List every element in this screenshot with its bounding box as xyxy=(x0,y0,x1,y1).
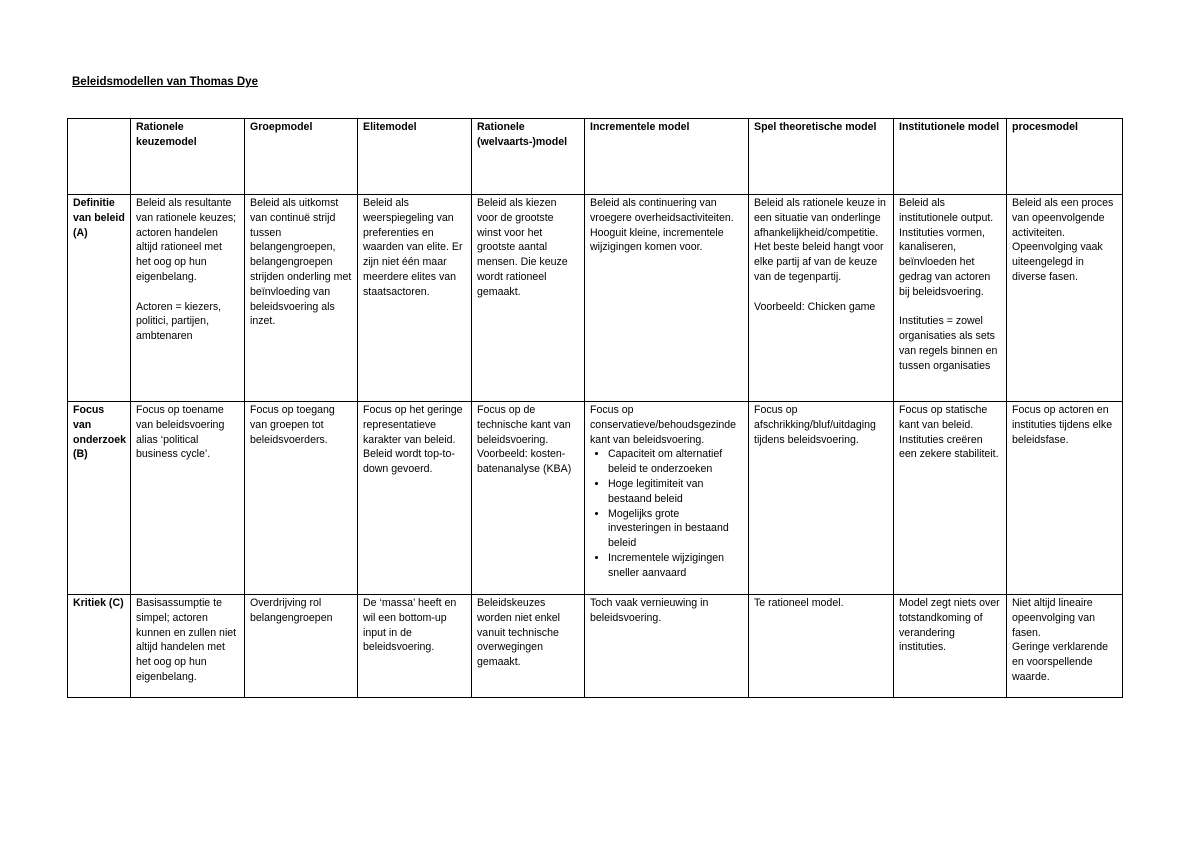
header-rationele-welvaartsmodel: Rationele (welvaarts-)model xyxy=(472,119,585,195)
cell-text: Te rationeel model. xyxy=(754,597,844,609)
cell-text: Beleid als continuering van vroegere overheidsactiviteiten. Hooguit kleine, incrementele wijzigingen komen voor. xyxy=(590,197,734,254)
list-item: • Mogelijks grote investeringen in bestaand beleid xyxy=(608,507,743,551)
cell-text: Beleid als resultante van rationele keuzes; actoren handelen altijd rationeel met het oog op hun eigenbelang. xyxy=(136,197,237,283)
cell-c-rationele xyxy=(131,595,245,698)
header-procesmodel: procesmodel xyxy=(1007,119,1123,195)
list-item: • Capaciteit om alternatief beleid te onderzoeken xyxy=(608,447,743,477)
cell-text: Focus op het geringe representatieve karakter van beleid. Beleid wordt top-to-down gevoerd. xyxy=(363,404,463,476)
cell-b-institutioneel xyxy=(894,402,1007,595)
cell-text: Beleid als kiezen voor de grootste winst voor het grootste aantal mensen. Die keuze wordt rationeel gemaakt. xyxy=(477,197,568,298)
cell-text: Actoren = kiezers, politici, partijen, ambtenaren xyxy=(136,300,222,343)
cell-text: Toch vaak vernieuwing in beleidsvoering. xyxy=(590,597,709,624)
header-groepmodel: Groepmodel xyxy=(245,119,358,195)
cell-text: Focus op actoren en instituties tijdens elke beleidsfase. xyxy=(1012,404,1113,446)
cell-c-proces xyxy=(1007,595,1123,698)
cell-text: Focus op afschrikking/bluf/uitdaging tijdens beleidsvoering. xyxy=(754,404,876,446)
row-label-kritiek: Kritiek (C) xyxy=(68,595,131,698)
policy-models-table xyxy=(67,118,1123,698)
header-incrementele-model: Incrementele model xyxy=(585,119,749,195)
header-rationele-keuzemodel: Rationele keuzemodel xyxy=(131,119,245,195)
cell-a-spel xyxy=(749,195,894,402)
cell-text: Voorbeeld: Chicken game xyxy=(754,300,876,313)
list-item: • Incrementele wijzigingen sneller aanvaard xyxy=(608,551,743,581)
cell-text: Beleidskeuzes worden niet enkel vanuit technische overwegingen gemaakt. xyxy=(477,597,561,669)
cell-b-proces xyxy=(1007,402,1123,595)
header-row xyxy=(68,119,1123,195)
cell-a-elite xyxy=(358,195,472,402)
list-item: • Hoge legitimiteit van bestaand beleid xyxy=(608,477,743,507)
cell-c-incrementeel xyxy=(585,595,749,698)
cell-a-incrementeel xyxy=(585,195,749,402)
cell-text: Instituties = zowel organisaties als sets van regels binnen en tussen organisaties xyxy=(899,315,998,372)
cell-a-institutioneel xyxy=(894,195,1007,402)
cell-text: Niet altijd lineaire opeenvolging van fasen. xyxy=(1012,597,1096,639)
table-row-focus xyxy=(68,402,1123,595)
cell-text: Beleid als uitkomst van continuë strijd tussen belangengroepen, belangengroepen strijden onderling met beïnvloeding van beleidsvoering als inzet. xyxy=(250,197,352,328)
document-title: Beleidsmodellen van Thomas Dye xyxy=(72,76,258,88)
cell-text: Focus op statische kant van beleid. Instituties creëren een zekere stabiliteit. xyxy=(899,404,999,461)
cell-text: Overdrijving rol belangengroepen xyxy=(250,597,333,624)
row-label-definitie: Definitie van beleid (A) xyxy=(68,195,131,402)
cell-text: Focus op conservatieve/behoudsgezinde kant van beleidsvoering. xyxy=(590,404,737,446)
bullet-list xyxy=(590,447,743,580)
cell-text: Model zegt niets over totstandkoming of verandering instituties. xyxy=(899,597,1000,654)
cell-a-rationele xyxy=(131,195,245,402)
cell-text: Geringe verklarende en voorspellende waarde. xyxy=(1012,641,1108,683)
cell-text: Focus op toegang van groepen tot beleidsvoerders. xyxy=(250,404,335,446)
cell-b-spel xyxy=(749,402,894,595)
cell-c-spel xyxy=(749,595,894,698)
table-row-definitie xyxy=(68,195,1123,402)
table-row-kritiek xyxy=(68,595,1123,698)
cell-c-groep xyxy=(245,595,358,698)
cell-b-groep xyxy=(245,402,358,595)
header-elitemodel: Elitemodel xyxy=(358,119,472,195)
header-cell-empty xyxy=(68,119,131,195)
cell-b-incrementeel xyxy=(585,402,749,595)
cell-c-welvaart xyxy=(472,595,585,698)
cell-c-elite xyxy=(358,595,472,698)
cell-text: Focus op de technische kant van beleidsvoering. Voorbeeld: kosten-batenanalyse (KBA) xyxy=(477,404,572,476)
cell-text: Beleid als institutionele output. Instituties vormen, kanaliseren, beïnvloeden het gedrag van actoren bij beleidsvoering. xyxy=(899,197,994,298)
cell-b-rationele xyxy=(131,402,245,595)
cell-b-welvaart xyxy=(472,402,585,595)
cell-a-welvaart xyxy=(472,195,585,402)
cell-text: Basisassumptie te simpel; actoren kunnen en zullen niet altijd handelen met het oog op hun eigenbelang. xyxy=(136,597,237,683)
cell-b-elite xyxy=(358,402,472,595)
row-label-focus: Focus van onderzoek (B) xyxy=(68,402,131,595)
cell-text: Beleid als weerspiegeling van preferenties en waarden van elite. Er zijn niet één maar meerdere elites van staatsactoren. xyxy=(363,197,463,298)
cell-text: Focus op toename van beleidsvoering alias ‘political business cycle’. xyxy=(136,404,225,461)
cell-c-institutioneel xyxy=(894,595,1007,698)
cell-a-proces xyxy=(1007,195,1123,402)
cell-a-groep xyxy=(245,195,358,402)
header-spel-theoretische-model: Spel theoretische model xyxy=(749,119,894,195)
cell-text: De ‘massa’ heeft en wil een bottom-up input in de beleidsvoering. xyxy=(363,597,457,654)
cell-text: Beleid als een proces van opeenvolgende activiteiten. Opeenvolging vaak uiteengelegd in diverse fasen. xyxy=(1012,197,1114,283)
header-institutionele-model: Institutionele model xyxy=(894,119,1007,195)
cell-text: Beleid als rationele keuze in een situatie van onderlinge afhankelijkheid/competitie. Het beste beleid hangt voor elke partij af van de keuze van de tegenpartij. xyxy=(754,197,886,283)
